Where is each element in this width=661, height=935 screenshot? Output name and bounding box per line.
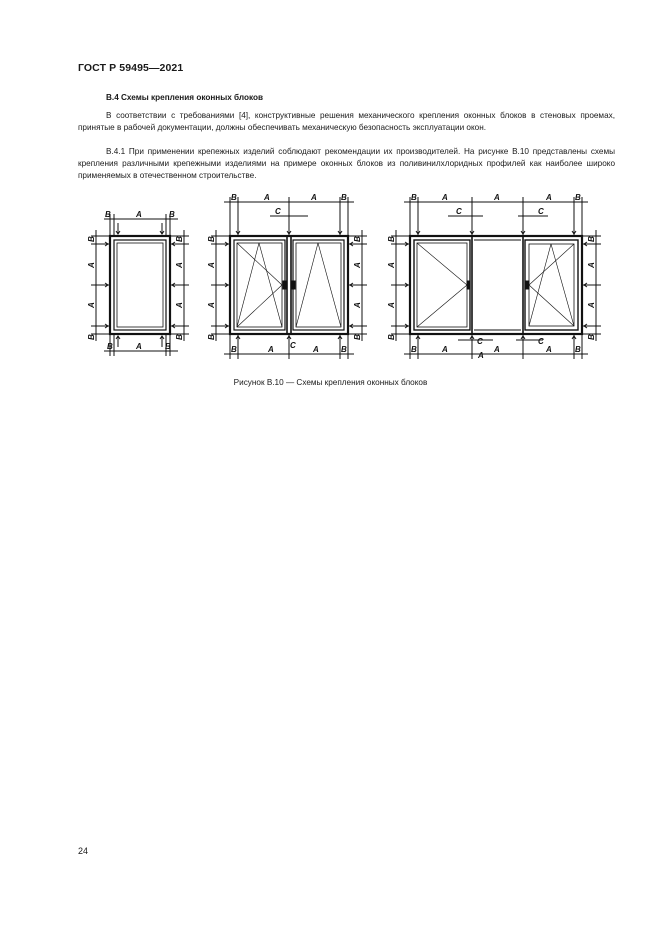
dim-label: B — [175, 334, 184, 340]
dim-label: B — [87, 334, 96, 340]
dim-label: B — [105, 210, 111, 219]
dim-label: B — [341, 193, 347, 202]
paragraph-2-text: В.4.1 При применении крепежных изделий соблюдают рекомендации их производителей. На рисунке В.10 представлены схемы крепления различными крепежными изделиями на примере оконных блоков из поливинилхлоридных профилей как наиболее широко применяемых в отечественном строительстве. — [78, 147, 615, 181]
dim-label: B — [387, 236, 396, 242]
dim-label: A — [311, 193, 317, 202]
dim-label: A — [136, 210, 142, 219]
dim-label: C — [538, 207, 544, 216]
dim-label: B — [207, 236, 216, 242]
window-triple — [391, 197, 601, 359]
dim-label: A — [387, 302, 396, 308]
dim-label: A — [207, 302, 216, 308]
dim-label: B — [575, 345, 581, 354]
dim-label: C — [456, 207, 462, 216]
dim-label: B — [587, 334, 596, 340]
dim-label: A — [494, 193, 500, 202]
dim-label: A — [353, 302, 362, 308]
dim-label: A — [136, 342, 142, 351]
dim-label: B — [387, 334, 396, 340]
dim-label: B — [175, 236, 184, 242]
dim-label: A — [442, 345, 448, 354]
paragraph-2 — [78, 146, 615, 182]
dim-label: B — [87, 236, 96, 242]
dim-label: B — [411, 193, 417, 202]
paragraph-1 — [78, 110, 615, 134]
dim-label: B — [107, 342, 113, 351]
fixing-schemes-drawing — [78, 186, 615, 371]
dim-label: A — [87, 302, 96, 308]
fixing-schemes-figure — [78, 186, 615, 371]
dim-label: A — [175, 262, 184, 268]
dim-label: A — [587, 302, 596, 308]
dim-label: B — [353, 334, 362, 340]
dim-label: A — [387, 262, 396, 268]
dim-label: B — [587, 236, 596, 242]
dim-label: B — [411, 345, 417, 354]
dim-label: A — [478, 351, 484, 360]
dim-label: B — [575, 193, 581, 202]
dim-label: B — [353, 236, 362, 242]
dim-label: C — [275, 207, 281, 216]
dim-label: B — [231, 193, 237, 202]
paragraph-1-text: В соответствии с требованиями [4], конструктивные решения механического крепления оконных блоков в стеновых проемах, принятые в рабочей документации, должны обеспечивать механическую безопасность эксплуатации окон. — [78, 111, 615, 133]
dim-label: C — [477, 337, 483, 346]
dim-label: C — [538, 337, 544, 346]
window-double — [211, 197, 367, 359]
dim-label: B — [231, 345, 237, 354]
dim-label: A — [494, 345, 500, 354]
dim-label: A — [264, 193, 270, 202]
section-title: В.4 Схемы крепления оконных блоков — [106, 93, 263, 102]
dim-label: B — [165, 342, 171, 351]
dim-label: A — [313, 345, 319, 354]
dim-label: B — [341, 345, 347, 354]
figure-caption: Рисунок В.10 — Схемы крепления оконных блоков — [233, 378, 428, 387]
dim-label: A — [175, 302, 184, 308]
dim-label: B — [207, 334, 216, 340]
dim-label: A — [442, 193, 448, 202]
standard-header: ГОСТ Р 59495—2021 — [78, 62, 184, 74]
dim-label: A — [268, 345, 274, 354]
dim-label: A — [546, 193, 552, 202]
dim-label: A — [546, 345, 552, 354]
dim-label: C — [290, 341, 296, 350]
dim-label: A — [207, 262, 216, 268]
dim-label: A — [587, 262, 596, 268]
dim-label: A — [87, 262, 96, 268]
page-number: 24 — [78, 846, 89, 856]
dim-label: B — [169, 210, 175, 219]
dim-label: A — [353, 262, 362, 268]
